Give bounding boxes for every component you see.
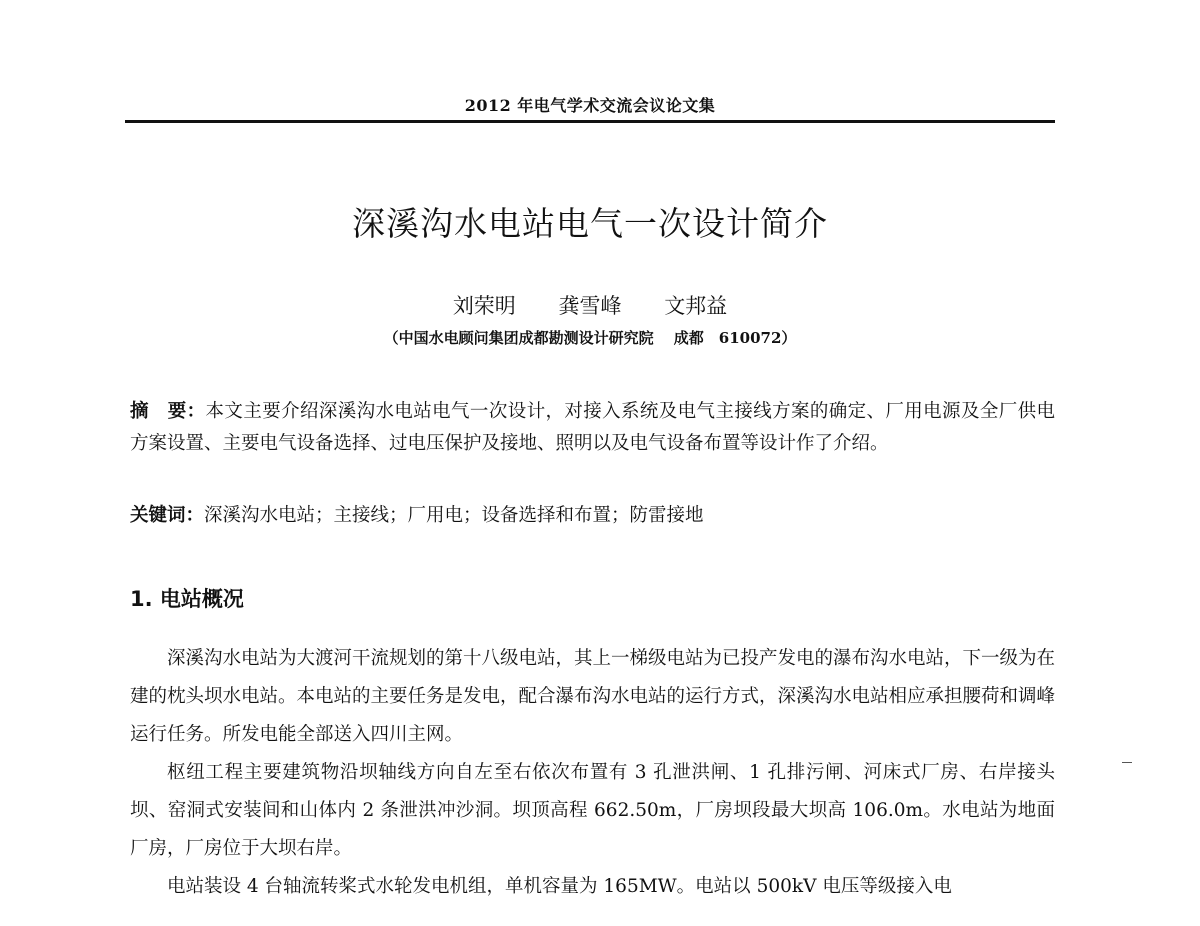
running-head: 2012 年电气学术交流会议论文集	[464, 96, 716, 115]
abstract-text: 本文主要介绍深溪沟水电站电气一次设计，对接入系统及电气主接线方案的确定、厂用电源及全厂供电方案设置、主要电气设备选择、过电压保护及接地、照明以及电气设备布置等设计作了介绍。	[130, 401, 1055, 454]
abstract	[130, 396, 1055, 460]
keywords-label: 关键词：	[130, 505, 205, 526]
paper-title: 深溪沟水电站电气一次设计简介	[352, 204, 828, 243]
body-paragraph: 枢纽工程主要建筑物沿坝轴线方向自左至右依次布置有 3 孔泄洪闸、1 孔排污闸、河床式厂房、右岸接头坝、窑洞式安装间和山体内 2 条泄洪冲沙洞。坝顶高程 662.50m，厂房坝段最大坝高 106.0m。水电站为地面厂房，厂房位于大坝右岸。	[130, 762, 1055, 859]
abstract-label: 摘 要：	[130, 401, 206, 422]
section-heading: 1. 电站概况	[130, 587, 244, 611]
author-name: 刘荣明	[452, 294, 516, 318]
header-rule	[125, 120, 1055, 123]
scan-artifact-mark	[1122, 762, 1132, 763]
keywords	[130, 501, 1055, 531]
author-affiliation: （中国水电顾问集团成都勘测设计研究院 成都 610072）	[383, 329, 797, 347]
author-list	[125, 290, 1055, 320]
body-paragraph: 电站装设 4 台轴流转桨式水轮发电机组，单机容量为 165MW。电站以 500kV 电压等级接入电	[167, 876, 952, 897]
section-body	[130, 640, 1055, 906]
keywords-text: 深溪沟水电站；主接线；厂用电；设备选择和布置；防雷接地	[204, 505, 704, 526]
author-name: 文邦益	[664, 294, 728, 318]
body-paragraph: 深溪沟水电站为大渡河干流规划的第十八级电站，其上一梯级电站为已投产发电的瀑布沟水电站，下一级为在建的枕头坝水电站。本电站的主要任务是发电，配合瀑布沟水电站的运行方式，深溪沟水电站相应承担腰荷和调峰运行任务。所发电能全部送入四川主网。	[130, 648, 1056, 745]
author-name: 龚雪峰	[558, 294, 622, 318]
